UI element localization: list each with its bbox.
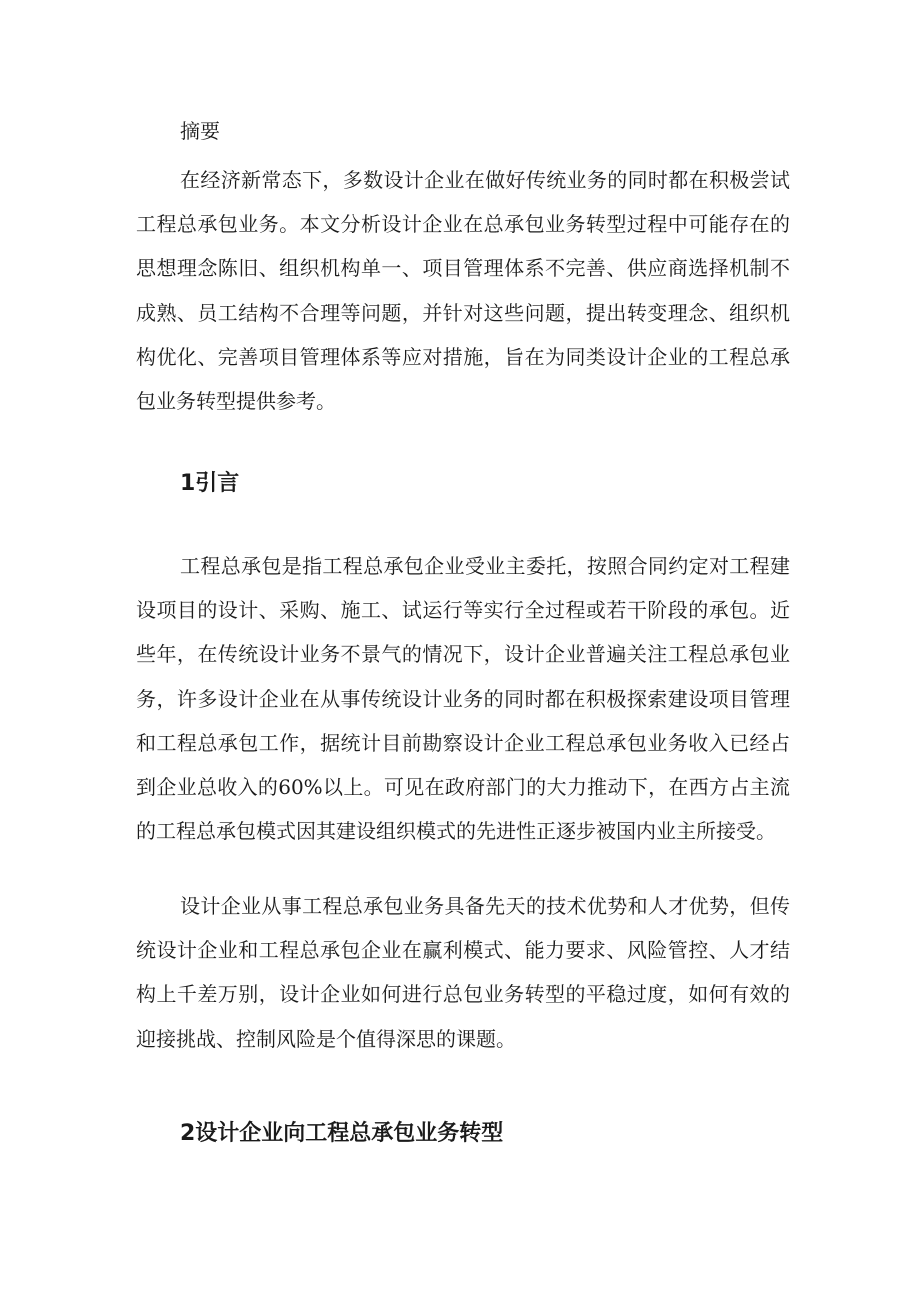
- section-1-heading: 1引言: [180, 471, 240, 496]
- intro-paragraph-1: 工程总承包是指工程总承包企业受业主委托，按照合同约定对工程建设项目的设计、采购、施工、试运行等实行全过程或若干阶段的承包。近些年，在传统设计业务不景气的情况下，设计企业普遍关注工程总承包业务，许多设计企业在从事传统设计业务的同时都在积极探索建设项目管理和工程总承包工作，据统计目前勘察设计企业工程总承包业务收入已经占到企业总收入的60%以上。可见在政府部门的大力推动下，在西方占主流的工程总承包模式因其建设组织模式的先进性正逐步被国内业主所接受。: [136, 554, 790, 844]
- abstract-paragraph: 在经济新常态下，多数设计企业在做好传统业务的同时都在积极尝试工程总承包业务。本文分析设计企业在总承包业务转型过程中可能存在的思想理念陈旧、组织机构单一、项目管理体系不完善、供应商选择机制不成熟、员工结构不合理等问题，并针对这些问题，提出转变理念、组织机构优化、完善项目管理体系等应对措施，旨在为同类设计企业的工程总承包业务转型提供参考。: [136, 168, 790, 414]
- intro-paragraph-2: 设计企业从事工程总承包业务具备先天的技术优势和人才优势，但传统设计企业和工程总承包企业在赢利模式、能力要求、风险管控、人才结构上千差万别，设计企业如何进行总包业务转型的平稳过度，如何有效的迎接挑战、控制风险是个值得深思的课题。: [136, 894, 790, 1051]
- section-2-heading: 2设计企业向工程总承包业务转型: [180, 1121, 504, 1146]
- abstract-label: 摘要: [180, 119, 220, 143]
